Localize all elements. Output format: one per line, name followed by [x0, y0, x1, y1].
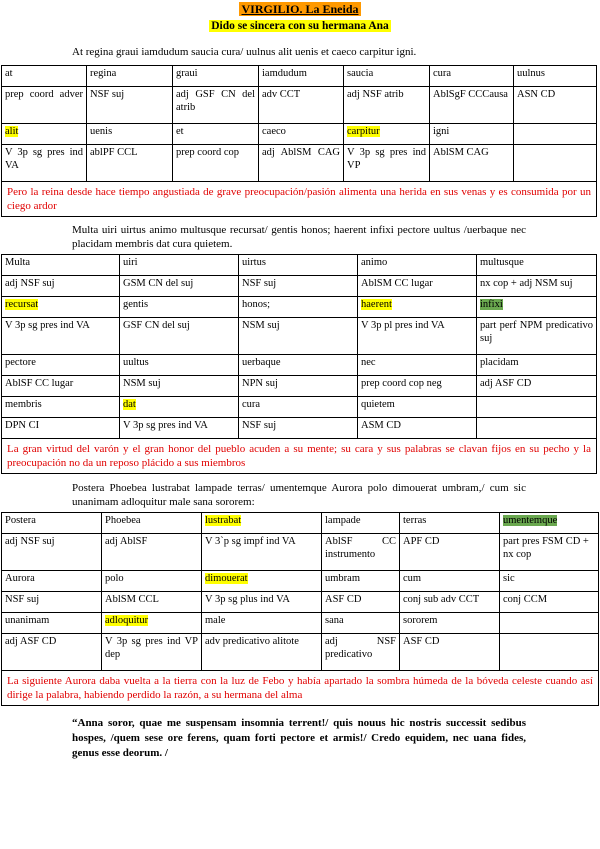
table-cell: Aurora — [2, 571, 102, 592]
latin-verse-3: Postera Phoebea lustrabat lampade terras/ umentemque Aurora polo dimouerat umbram,/ cum sic unanimam adloquitur male sana sororem: — [72, 482, 526, 508]
table-cell: conj CCM — [500, 592, 599, 613]
table-cell — [514, 124, 597, 145]
table-cell: V 3`p sg impf ind VA — [202, 534, 322, 571]
table-cell: AblSM CCL — [102, 592, 202, 613]
table-cell — [120, 397, 239, 418]
table-row — [2, 592, 599, 613]
analysis-table-3 — [1, 512, 599, 706]
table-row — [2, 182, 597, 217]
document-subtitle: Dido se sincera con su hermana Ana — [211, 20, 389, 32]
table-cell: et — [173, 124, 259, 145]
table-cell: animo — [358, 255, 477, 276]
highlighted-participle: infixi — [480, 299, 503, 310]
table-cell: NSF suj — [239, 276, 358, 297]
table-cell: placidam — [477, 355, 597, 376]
table-cell: uiri — [120, 255, 239, 276]
table-row — [2, 439, 597, 474]
highlighted-verb: adloquitur — [105, 615, 149, 626]
latin-verse-1: At regina graui iamdudum saucia cura/ uulnus alit uenis et caeco carpitur igni. — [72, 46, 417, 58]
table-cell: male — [202, 613, 322, 634]
table-cell: V 3p sg pres ind VA — [120, 418, 239, 439]
table-cell: AblSM CC lugar — [358, 276, 477, 297]
highlighted-verb: lustrabat — [205, 515, 242, 526]
table-cell: sana — [322, 613, 400, 634]
table-cell: prep coord adver — [2, 87, 87, 124]
latin-quote: “Anna soror, quae me suspensam insomnia terrent!/ quis nouus hic nostris successit sedibus hospes, /quem sese ore ferens, quam forti pectore et armis!/ Credo equidem, nec uana fides, genus esse deorum. / — [72, 717, 526, 759]
table-cell: ASM CD — [358, 418, 477, 439]
table-cell: AblSM CAG — [430, 145, 514, 182]
table-row — [2, 397, 597, 418]
table-cell: cura — [430, 66, 514, 87]
table-cell: adv predicativo alitote — [202, 634, 322, 671]
table-row — [2, 124, 597, 145]
table-cell: NSF suj — [2, 592, 102, 613]
table-cell: uulnus — [514, 66, 597, 87]
table-cell: adj GSF CN del atrib — [173, 87, 259, 124]
table-cell: nec — [358, 355, 477, 376]
table-cell — [202, 513, 322, 534]
table-row — [2, 613, 599, 634]
table-cell: adj NSF suj — [2, 534, 102, 571]
table-cell: membris — [2, 397, 120, 418]
table-row — [2, 87, 597, 124]
table-cell: Multa — [2, 255, 120, 276]
table-cell: part perf NPM predicativo suj — [477, 318, 597, 355]
table-cell: V 3p sg pres ind VP — [344, 145, 430, 182]
table-cell: honos; — [239, 297, 358, 318]
table-row — [2, 255, 597, 276]
latin-verse-2: Multa uiri uirtus animo multusque recursat/ gentis honos; haerent infixi pectore uultus /uerbaque nec placidam membris dat cura quietem. — [72, 224, 526, 250]
table-cell: quietem — [358, 397, 477, 418]
highlighted-verb: dat — [123, 399, 136, 410]
document-title: VIRGILIO. La Eneida — [241, 2, 359, 16]
table-cell: Postera — [2, 513, 102, 534]
table-cell: part pres FSM CD + nx cop — [500, 534, 599, 571]
table-cell: lampade — [322, 513, 400, 534]
table-cell: adj NSF atrib — [344, 87, 430, 124]
table-cell: at — [2, 66, 87, 87]
table-cell — [344, 124, 430, 145]
table-cell: NSF suj — [87, 87, 173, 124]
table-row — [2, 671, 599, 706]
table-cell: uerbaque — [239, 355, 358, 376]
table-cell: ASF CD — [400, 634, 500, 671]
highlighted-verb: alit — [5, 126, 19, 137]
table-cell: V 3p sg pres ind VA — [2, 145, 87, 182]
table-cell: NSM suj — [239, 318, 358, 355]
table-cell: terras — [400, 513, 500, 534]
highlighted-participle: umentemque — [503, 515, 558, 526]
table-cell: uenis — [87, 124, 173, 145]
table-cell — [500, 613, 599, 634]
table-cell: V 3p sg plus ind VA — [202, 592, 322, 613]
table-cell: adj ASF CD — [477, 376, 597, 397]
table-cell — [2, 124, 87, 145]
page — [0, 1, 600, 849]
table-cell: adv CCT — [259, 87, 344, 124]
table-cell: DPN CI — [2, 418, 120, 439]
table-cell: graui — [173, 66, 259, 87]
table-cell: ASF CD — [322, 592, 400, 613]
table-cell: umbram — [322, 571, 400, 592]
table-cell: AblSF CC lugar — [2, 376, 120, 397]
table-cell: prep coord cop neg — [358, 376, 477, 397]
table-cell: cum — [400, 571, 500, 592]
table-cell — [514, 145, 597, 182]
table-cell — [202, 571, 322, 592]
highlighted-verb: recursat — [5, 299, 39, 310]
table-cell: sororem — [400, 613, 500, 634]
table-cell: regina — [87, 66, 173, 87]
translation-2: La gran virtud del varón y el gran honor del pueblo acuden a su mente; su cara y sus palabras se clavan fijos en su pecho y la preocupación no da un reposo plácido a sus miembros — [2, 439, 597, 474]
table-row — [2, 145, 597, 182]
table-cell: nx cop + adj NSM suj — [477, 276, 597, 297]
table-cell: AblSF CC instrumento — [322, 534, 400, 571]
table-cell: V 3p pl pres ind VA — [358, 318, 477, 355]
table-row — [2, 634, 599, 671]
analysis-table-2 — [1, 254, 597, 474]
highlighted-verb: haerent — [361, 299, 392, 310]
table-row — [2, 571, 599, 592]
table-cell: multusque — [477, 255, 597, 276]
table-cell — [102, 613, 202, 634]
highlighted-verb: carpitur — [347, 126, 380, 137]
table-cell: NSM suj — [120, 376, 239, 397]
table-cell: uultus — [120, 355, 239, 376]
analysis-table-1 — [1, 65, 597, 217]
table-row — [2, 418, 597, 439]
translation-1: Pero la reina desde hace tiempo angustiada de grave preocupación/pasión alimenta una herida en sus venas y es consumida por un ciego ardor — [2, 182, 597, 217]
table-cell: prep coord cop — [173, 145, 259, 182]
table-cell: gentis — [120, 297, 239, 318]
highlighted-verb: dimouerat — [205, 573, 248, 584]
table-row — [2, 376, 597, 397]
table-cell — [500, 513, 599, 534]
table-row — [2, 297, 597, 318]
table-cell: iamdudum — [259, 66, 344, 87]
table-cell: saucia — [344, 66, 430, 87]
table-row — [2, 534, 599, 571]
table-cell: sic — [500, 571, 599, 592]
table-row — [2, 276, 597, 297]
table-cell: GSM CN del suj — [120, 276, 239, 297]
table-cell — [500, 634, 599, 671]
translation-3: La siguiente Aurora daba vuelta a la tierra con la luz de Febo y había apartado la sombra húmeda de la bóveda celeste cuando así dirige la palabra, habiendo perdido la razón, a su hermana del alma — [2, 671, 599, 706]
table-cell: NPN suj — [239, 376, 358, 397]
table-row — [2, 513, 599, 534]
table-cell: uirtus — [239, 255, 358, 276]
table-cell: polo — [102, 571, 202, 592]
table-cell: igni — [430, 124, 514, 145]
table-row — [2, 318, 597, 355]
table-cell: caeco — [259, 124, 344, 145]
table-cell: adj NSF suj — [2, 276, 120, 297]
table-cell: Phoebea — [102, 513, 202, 534]
table-cell: NSF suj — [239, 418, 358, 439]
table-cell: ablPF CCL — [87, 145, 173, 182]
table-cell: pectore — [2, 355, 120, 376]
table-cell — [358, 297, 477, 318]
table-cell: ASN CD — [514, 87, 597, 124]
table-cell: cura — [239, 397, 358, 418]
table-cell: V 3p sg pres ind VA — [2, 318, 120, 355]
table-cell — [2, 297, 120, 318]
table-cell: adj ASF CD — [2, 634, 102, 671]
table-cell: adj AblSF — [102, 534, 202, 571]
table-cell: adj AblSM CAG — [259, 145, 344, 182]
table-cell — [477, 397, 597, 418]
table-cell: adj NSF predicativo — [322, 634, 400, 671]
table-cell — [477, 418, 597, 439]
table-cell: GSF CN del suj — [120, 318, 239, 355]
table-row — [2, 355, 597, 376]
table-cell: APF CD — [400, 534, 500, 571]
table-row — [2, 66, 597, 87]
table-cell — [477, 297, 597, 318]
table-cell: conj sub adv CCT — [400, 592, 500, 613]
table-cell: AblSgF CCCausa — [430, 87, 514, 124]
table-cell: V 3p sg pres ind VP dep — [102, 634, 202, 671]
table-cell: unanimam — [2, 613, 102, 634]
